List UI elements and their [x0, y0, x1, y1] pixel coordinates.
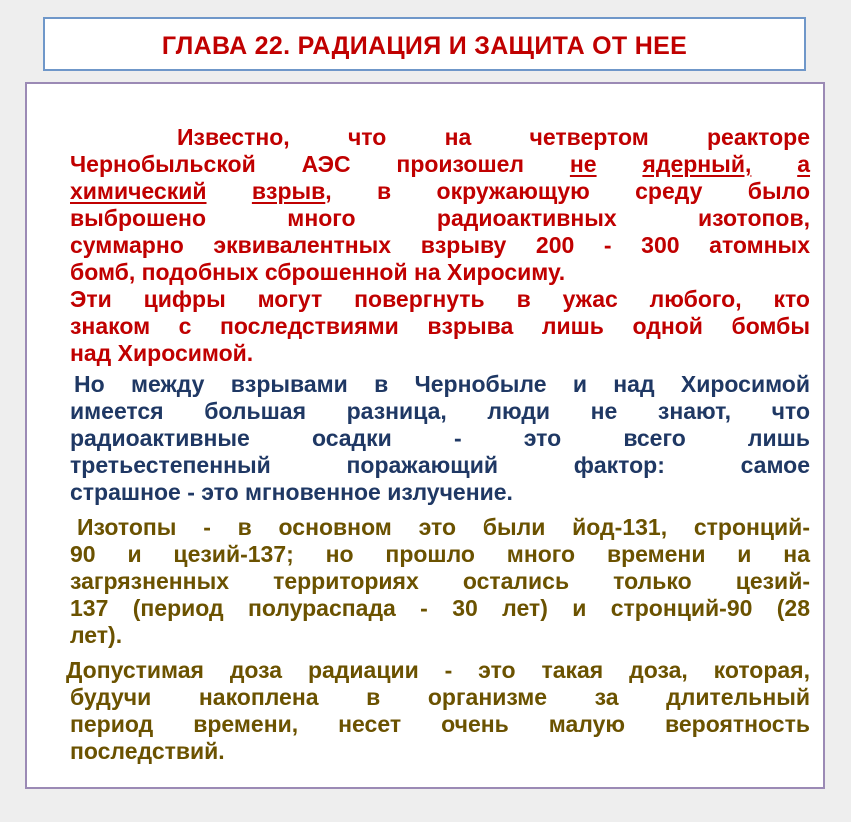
paragraph-1-line-9: над Хиросимой.: [70, 340, 254, 366]
paragraph-3-line-4: 137 (период полураспада - 30 лет) и стронций-90 (28: [70, 595, 810, 621]
underlined-word: ядерный,: [642, 151, 752, 177]
underlined-word: а: [797, 151, 810, 177]
paragraph-2-line-5: страшное - это мгновенное излучение.: [70, 479, 513, 505]
paragraph-4-line-3: период времени, несет очень малую вероятность: [70, 711, 810, 737]
paragraph-1-line-3: химический взрыв, в окружающую среду было: [70, 178, 810, 204]
paragraph-3-line-5: лет).: [70, 622, 123, 648]
paragraph-2-line-2: имеется большая разница, люди не знают, что: [70, 398, 810, 424]
underlined-word: химический: [70, 178, 207, 204]
slide-title: ГЛАВА 22. РАДИАЦИЯ И ЗАЩИТА ОТ НЕЕ: [161, 32, 688, 60]
paragraph-4-line-2: будучи накоплена в организме за длительный: [70, 684, 810, 710]
paragraph-1-line-1: Известно, что на четвертом реакторе: [177, 124, 810, 150]
paragraph-1-line-8: знаком с последствиями взрыва лишь одной бомбы: [70, 313, 810, 339]
paragraph-2-line-3: радиоактивные осадки - это всего лишь: [70, 425, 810, 451]
paragraph-1-line-4: выброшено много радиоактивных изотопов,: [70, 205, 810, 231]
title-box: [43, 17, 806, 71]
paragraph-3-line-3: загрязненных территориях остались только цезий-: [70, 568, 810, 594]
paragraph-4-line-1: Допустимая доза радиации - это такая доза, которая,: [66, 657, 810, 683]
paragraph-3-line-1: Изотопы - в основном это были йод-131, стронций-: [77, 514, 810, 540]
underlined-word: взрыв: [251, 178, 326, 204]
content-box: [25, 82, 825, 789]
paragraph-2-line-1: Но между взрывами в Чернобыле и над Хиросимой: [74, 371, 810, 397]
paragraph-3-line-2: 90 и цезий-137; но прошло много времени и на: [70, 541, 810, 567]
paragraph-2-line-4: третьестепенный поражающий фактор: самое: [70, 452, 810, 478]
paragraph-1-line-2: Чернобыльской АЭС произошел не ядерный, а: [70, 151, 810, 177]
paragraph-1-line-7: Эти цифры могут повергнуть в ужас любого, кто: [70, 286, 810, 312]
paragraph-1-line-5: суммарно эквивалентных взрыву 200 - 300 атомных: [70, 232, 810, 258]
underlined-word: не: [569, 151, 597, 177]
paragraph-1-line-6: бомб, подобных сброшенной на Хиросиму.: [70, 259, 566, 285]
paragraph-4-line-4: последствий.: [70, 738, 225, 764]
